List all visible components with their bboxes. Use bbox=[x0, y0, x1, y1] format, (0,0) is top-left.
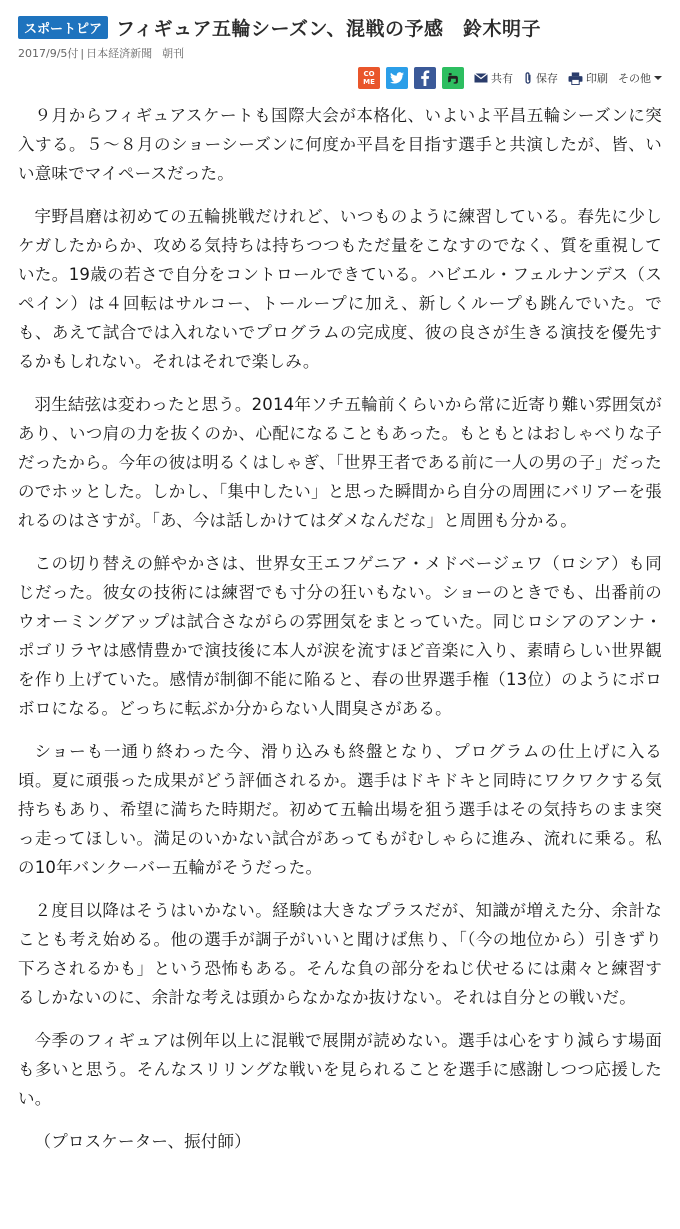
article-paragraph: ９月からフィギュアスケートも国際大会が本格化、いよいよ平昌五輪シーズンに突入する。５～８月のショーシーズンに何度か平昌を目指す選手と共演したが、皆、いい意味でマイペースだった。 bbox=[18, 106, 662, 183]
article-paragraph: ２度目以降はそうはいかない。経験は大きなプラスだが、知識が増えた分、余計なことも考え始める。他の選手が調子がいいと聞けば焦り、「（今の地位から）引きずり下ろされるかも」という恐怖もある。そんな負の部分をねじ伏せるには粛々と練習するしかないのに、余計な考えは頭からなかなか抜けない。それは自分との戦いだ。 bbox=[18, 901, 662, 1007]
article-paragraph: この切り替えの鮮やかさは、世界女王エフゲニア・メドベージェワ（ロシア）も同じだった。彼女の技術には練習でも寸分の狂いもない。ショーのときでも、出番前のウオーミングアップは試合さながらの雰囲気をまとっていた。同じロシアのアンナ・ポゴリラヤは感情豊かで演技後に本人が涙を流すほど音楽に入り、素晴らしい世界観を作り上げていた。感情が制御不能に陥ると、春の世界選手権（13位）のようにボロボロになる。どっちに転ぶか分からない人間臭さがある。 bbox=[18, 554, 662, 718]
article-paragraph: ショーも一通り終わった今、滑り込みも終盤となり、プログラムの仕上げに入る頃。夏に頑張った成果がどう評価されるか。選手はドキドキと同時にワクワクする気持ちもあり、希望に満ちた時期だ。初めて五輪出場を狙う選手はその気持ちのまま突っ走ってほしい。満足のいかない試合があってもがむしゃらに進み、流れに乗る。私の10年バンクーバー五輪がそうだった。 bbox=[18, 742, 662, 877]
printer-icon bbox=[568, 72, 583, 85]
more-menu-button[interactable] bbox=[618, 70, 662, 86]
publication-name: 日本経済新聞 bbox=[86, 47, 153, 60]
article-paragraph: 宇野昌磨は初めての五輪挑戦だけれど、いつものように練習している。春先に少しケガしたからか、攻める気持ちは持ちつつもただ量をこなすのでなく、質を重視していた。19歳の若さで自分をコントロールできている。ハビエル・フェルナンデス（スペイン）は４回転はサルコー、トーループに加え、新しくループも跳んでいた。でも、あえて試合では入れないでプログラムの完成度、彼の良さが生きる演技を優先するかもしれない。それはそれで楽しみ。 bbox=[18, 207, 662, 371]
clip-icon bbox=[523, 72, 533, 85]
author-signature: （プロスケーター、振付師） bbox=[34, 1132, 251, 1151]
print-label: 印刷 bbox=[586, 72, 608, 85]
column-badge[interactable]: スポートピア bbox=[18, 16, 108, 39]
save-label: 保存 bbox=[536, 72, 558, 85]
more-label: その他 bbox=[618, 72, 651, 85]
comment-icon-text: COME bbox=[363, 70, 375, 86]
article-body bbox=[18, 101, 662, 1156]
article-paragraph: 羽生結弦は変わったと思う。2014年ソチ五輪前くらいから常に近寄り難い雰囲気があり、いつ肩の力を抜くのか、心配になることもあった。もともとはおしゃべりな子だったから。今年の彼は明るくはしゃぎ、「世界王者である前に一人の男の子」だったのでホッとした。しかし、「集中したい」と思った瞬間から自分の周囲にバリアーを張れるのはさすが。「あ、今は話しかけてはダメなんだな」と周囲も分かる。 bbox=[18, 395, 662, 530]
comment-icon[interactable] bbox=[358, 67, 380, 89]
edition-label: 朝刊 bbox=[162, 47, 185, 60]
share-toolbar bbox=[18, 65, 662, 91]
article-paragraph: 今季のフィギュアは例年以上に混戦で展開が読めない。選手は心をすり減らす場面も多いと思う。そんなスリリングな戦いを見られることを選手に感謝しつつ応援したい。 bbox=[18, 1031, 662, 1108]
facebook-icon[interactable] bbox=[414, 67, 436, 89]
share-label: 共有 bbox=[491, 72, 513, 85]
save-button[interactable] bbox=[523, 70, 558, 86]
print-button[interactable] bbox=[568, 70, 608, 86]
article-title: フィギュア五輪シーズン、混戦の予感 鈴木明子 bbox=[116, 17, 542, 40]
article-header bbox=[18, 0, 662, 42]
mail-icon bbox=[474, 73, 488, 83]
publish-date: 2017/9/5付 bbox=[18, 47, 79, 60]
evernote-icon[interactable] bbox=[442, 67, 464, 89]
share-button[interactable] bbox=[474, 70, 513, 86]
caret-down-icon bbox=[654, 75, 662, 81]
article-meta bbox=[18, 45, 662, 61]
twitter-icon[interactable] bbox=[386, 67, 408, 89]
meta-divider: | bbox=[80, 47, 85, 60]
